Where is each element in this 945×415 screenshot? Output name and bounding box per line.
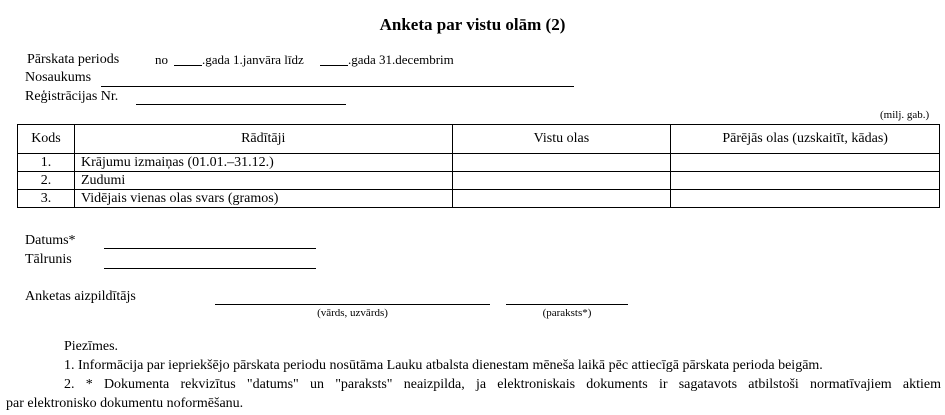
unit-note: (milj. gab.): [880, 109, 930, 121]
column-header-parejas-olas: Pārējās olas (uzskaitīt, kādas): [671, 125, 940, 154]
cell-parejas-olas[interactable]: [671, 172, 940, 190]
period-label: Pārskata periods: [27, 52, 120, 67]
period-no-text: no: [155, 52, 168, 67]
page-title: Anketa par vistu olām (2): [379, 15, 566, 34]
phone-label: Tālrunis: [25, 252, 72, 267]
signature-field[interactable]: [506, 304, 628, 305]
row-indicator: Krājumu izmaiņas (01.01.–31.12.): [74, 154, 452, 172]
filler-label: Anketas aizpildītājs: [25, 289, 136, 304]
row-indicator: Vidējais vienas olas svars (gramos): [74, 190, 452, 208]
column-header-vistu-olas: Vistu olas: [452, 125, 671, 154]
row-code: 3.: [18, 190, 75, 208]
notes-heading: Piezīmes.: [64, 339, 119, 354]
table-row: [18, 190, 940, 208]
filler-name-field[interactable]: [215, 304, 490, 305]
column-header-raditaji: Rādītāji: [74, 125, 452, 154]
date-label: Datums*: [25, 233, 76, 248]
phone-field[interactable]: [104, 268, 316, 269]
row-indicator: Zudumi: [74, 172, 452, 190]
date-field[interactable]: [104, 248, 316, 249]
note-2-continued: par elektronisko dokumentu noformēšanu.: [6, 396, 244, 411]
cell-vistu-olas[interactable]: [452, 190, 671, 208]
name-caption: (vārds, uzvārds): [317, 307, 388, 319]
row-code: 2.: [18, 172, 75, 190]
cell-parejas-olas[interactable]: [671, 190, 940, 208]
name-label: Nosaukums: [25, 70, 92, 85]
registration-field[interactable]: [136, 104, 346, 105]
period-to-text: .gada 31.decembrim: [348, 52, 454, 67]
period-end-year-field[interactable]: [320, 65, 348, 66]
note-2: 2. * Dokumenta rekvizītus "datums" un "paraksts" neaizpilda, ja elektroniskais dokuments ir sagatavots atbilstoši normatīvajiem aktiem: [64, 377, 941, 392]
registration-label: Reģistrācijas Nr.: [25, 89, 119, 104]
signature-caption: (paraksts*): [542, 307, 592, 319]
cell-vistu-olas[interactable]: [452, 154, 671, 172]
table-row: [18, 172, 940, 190]
table-header-row: [18, 125, 940, 154]
period-from-text: .gada 1.janvāra līdz: [202, 52, 304, 67]
name-field[interactable]: [101, 86, 574, 87]
period-start-year-field[interactable]: [174, 65, 202, 66]
table-row: [18, 154, 940, 172]
data-table: [17, 124, 940, 208]
notes-section: [6, 337, 941, 413]
row-code: 1.: [18, 154, 75, 172]
cell-parejas-olas[interactable]: [671, 154, 940, 172]
column-header-kods: Kods: [18, 125, 75, 154]
note-1: 1. Informācija par iepriekšējo pārskata periodu nosūtāma Lauku atbalsta dienestam mēneša laikā pēc attiecīgā pārskata perioda beigām.: [64, 358, 823, 373]
cell-vistu-olas[interactable]: [452, 172, 671, 190]
